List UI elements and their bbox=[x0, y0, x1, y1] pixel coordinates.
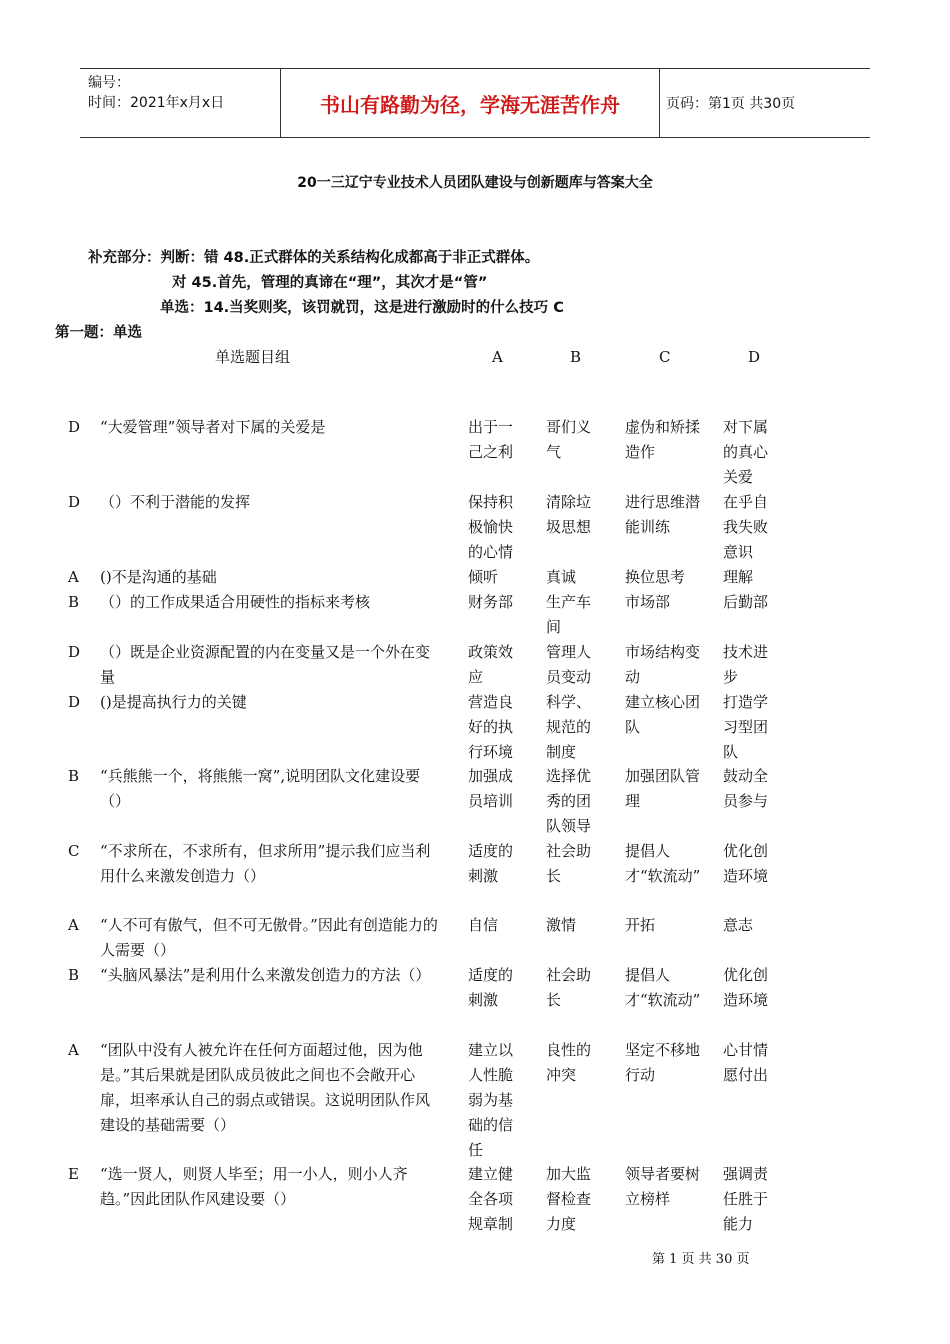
option-d-cell: 鼓动全员参与 bbox=[723, 767, 769, 810]
option-a-cell: 适度的刺激 bbox=[468, 842, 514, 885]
question-cell: “兵熊熊一个，将熊熊一窝”,说明团队文化建设要（） bbox=[100, 767, 421, 810]
question-cell: “大爱管理”领导者对下属的关爱是 bbox=[100, 418, 326, 436]
question-cell: “选一贤人，则贤人毕至；用一小人，则小人齐趋。”因此团队作风建设要（） bbox=[100, 1165, 408, 1208]
option-c-cell: 开拓 bbox=[625, 916, 656, 934]
option-c-cell: 换位思考 bbox=[625, 568, 686, 586]
option-a-cell: 建立以人性脆弱为基础的信任 bbox=[468, 1041, 514, 1159]
answer-cell: A bbox=[68, 1041, 79, 1059]
question-cell: ()是提高执行力的关键 bbox=[100, 693, 247, 711]
option-a-cell: 倾听 bbox=[468, 568, 499, 586]
option-b-cell: 真诚 bbox=[546, 568, 577, 586]
option-b-cell: 社会助长 bbox=[546, 966, 592, 1009]
header-b: B bbox=[570, 348, 582, 366]
document-title: 20一三辽宁专业技术人员团队建设与创新题库与答案大全 bbox=[297, 175, 653, 191]
answer-cell: B bbox=[68, 767, 80, 785]
option-b-cell: 管理人员变动 bbox=[546, 643, 592, 686]
question-cell: “不求所在，不求所有，但求所用”提示我们应当利用什么来激发创造力（） bbox=[100, 842, 431, 885]
option-b-cell: 清除垃圾思想 bbox=[546, 493, 592, 536]
header-c: C bbox=[659, 348, 671, 366]
question-cell: （）的工作成果适合用硬性的指标来考核 bbox=[100, 593, 371, 611]
option-a-cell: 建立健全各项规章制 bbox=[468, 1165, 514, 1233]
option-c-cell: 进行思维潜能训练 bbox=[625, 493, 701, 536]
option-d-cell: 在乎自我失败意识 bbox=[723, 493, 769, 561]
option-c-cell: 提倡人才“软流动” bbox=[625, 966, 701, 1009]
answer-cell: A bbox=[68, 568, 79, 586]
supplement-line-2: 对 45.首先，管理的真谛在“理”，其次才是“管” bbox=[172, 275, 488, 291]
option-c-cell: 加强团队管理 bbox=[625, 767, 701, 810]
page-header bbox=[80, 68, 870, 138]
option-c-cell: 提倡人才“软流动” bbox=[625, 842, 701, 885]
option-b-cell: 良性的冲突 bbox=[546, 1041, 592, 1084]
option-c-cell: 领导者要树立榜样 bbox=[625, 1165, 701, 1208]
header-question: 单选题目组 bbox=[215, 348, 291, 366]
option-a-cell: 政策效应 bbox=[468, 643, 514, 686]
option-b-cell: 选择优秀的团队领导 bbox=[546, 767, 592, 835]
section-title: 第一题：单选 bbox=[55, 325, 142, 341]
option-d-cell: 技术进步 bbox=[723, 643, 769, 686]
option-d-cell: 意志 bbox=[723, 916, 754, 934]
header-motto: 书山有路勤为径，学海无涯苦作舟 bbox=[280, 69, 660, 137]
option-b-cell: 激情 bbox=[546, 916, 577, 934]
header-d: D bbox=[748, 348, 761, 366]
supplement-line-1: 补充部分：判断：错 48.正式群体的关系结构化成都高于非正式群体。 bbox=[88, 250, 540, 266]
answer-cell: B bbox=[68, 593, 80, 611]
option-d-cell: 优化创造环境 bbox=[723, 966, 769, 1009]
option-b-cell: 社会助长 bbox=[546, 842, 592, 885]
supplement-line-3: 单选：14.当奖则奖，该罚就罚，这是进行激励时的什么技巧 C bbox=[160, 300, 564, 316]
option-d-cell: 对下属的真心关爱 bbox=[723, 418, 769, 486]
option-c-cell: 建立核心团队 bbox=[625, 693, 701, 736]
code-label: 编号： bbox=[88, 75, 130, 91]
option-c-cell: 市场部 bbox=[625, 593, 671, 611]
option-a-cell: 保持积极愉快的心情 bbox=[468, 493, 514, 561]
option-b-cell: 哥们义气 bbox=[546, 418, 592, 461]
option-d-cell: 后勤部 bbox=[723, 593, 769, 611]
answer-cell: B bbox=[68, 966, 80, 984]
option-a-cell: 营造良好的执行环境 bbox=[468, 693, 514, 761]
answer-cell: D bbox=[68, 418, 81, 436]
option-d-cell: 心甘情愿付出 bbox=[723, 1041, 769, 1084]
option-a-cell: 财务部 bbox=[468, 593, 514, 611]
header-meta bbox=[88, 73, 278, 113]
answer-cell: D bbox=[68, 693, 81, 711]
option-a-cell: 适度的刺激 bbox=[468, 966, 514, 1009]
answer-cell: E bbox=[68, 1165, 79, 1183]
option-c-cell: 市场结构变动 bbox=[625, 643, 701, 686]
question-cell: “人不可有傲气，但不可无傲骨。”因此有创造能力的人需要（） bbox=[100, 916, 438, 959]
answer-cell: A bbox=[68, 916, 79, 934]
option-b-cell: 加大监督检查力度 bbox=[546, 1165, 592, 1233]
question-cell: （）既是企业资源配置的内在变量又是一个外在变量 bbox=[100, 643, 431, 686]
option-d-cell: 优化创造环境 bbox=[723, 842, 769, 885]
option-d-cell: 理解 bbox=[723, 568, 754, 586]
option-c-cell: 虚伪和矫揉造作 bbox=[625, 418, 701, 461]
answer-cell: D bbox=[68, 643, 81, 661]
page-footer: 第 1 页 共 30 页 bbox=[652, 1252, 750, 1267]
answer-cell: D bbox=[68, 493, 81, 511]
option-d-cell: 强调责任胜于能力 bbox=[723, 1165, 769, 1233]
header-page-info: 页码：第1页 共30页 bbox=[666, 96, 796, 112]
option-a-cell: 出于一己之利 bbox=[468, 418, 514, 461]
option-d-cell: 打造学习型团队 bbox=[723, 693, 769, 761]
option-b-cell: 科学、规范的制度 bbox=[546, 693, 592, 761]
question-cell: ()不是沟通的基础 bbox=[100, 568, 217, 586]
answer-cell: C bbox=[68, 842, 80, 860]
question-cell: “头脑风暴法”是利用什么来激发创造力的方法（） bbox=[100, 966, 431, 984]
option-b-cell: 生产车间 bbox=[546, 593, 592, 636]
question-cell: （）不利于潜能的发挥 bbox=[100, 493, 251, 511]
date-label: 时间：2021年x月x日 bbox=[88, 95, 225, 111]
question-cell: “团队中没有人被允许在任何方面超过他，因为他是。”其后果就是团队成员彼此之间也不会敞开心扉，坦率承认自己的弱点或错误。这说明团队作风建设的基础需要（） bbox=[100, 1041, 431, 1134]
option-a-cell: 加强成员培训 bbox=[468, 767, 514, 810]
header-a: A bbox=[492, 348, 503, 366]
option-a-cell: 自信 bbox=[468, 916, 499, 934]
option-c-cell: 坚定不移地行动 bbox=[625, 1041, 701, 1084]
